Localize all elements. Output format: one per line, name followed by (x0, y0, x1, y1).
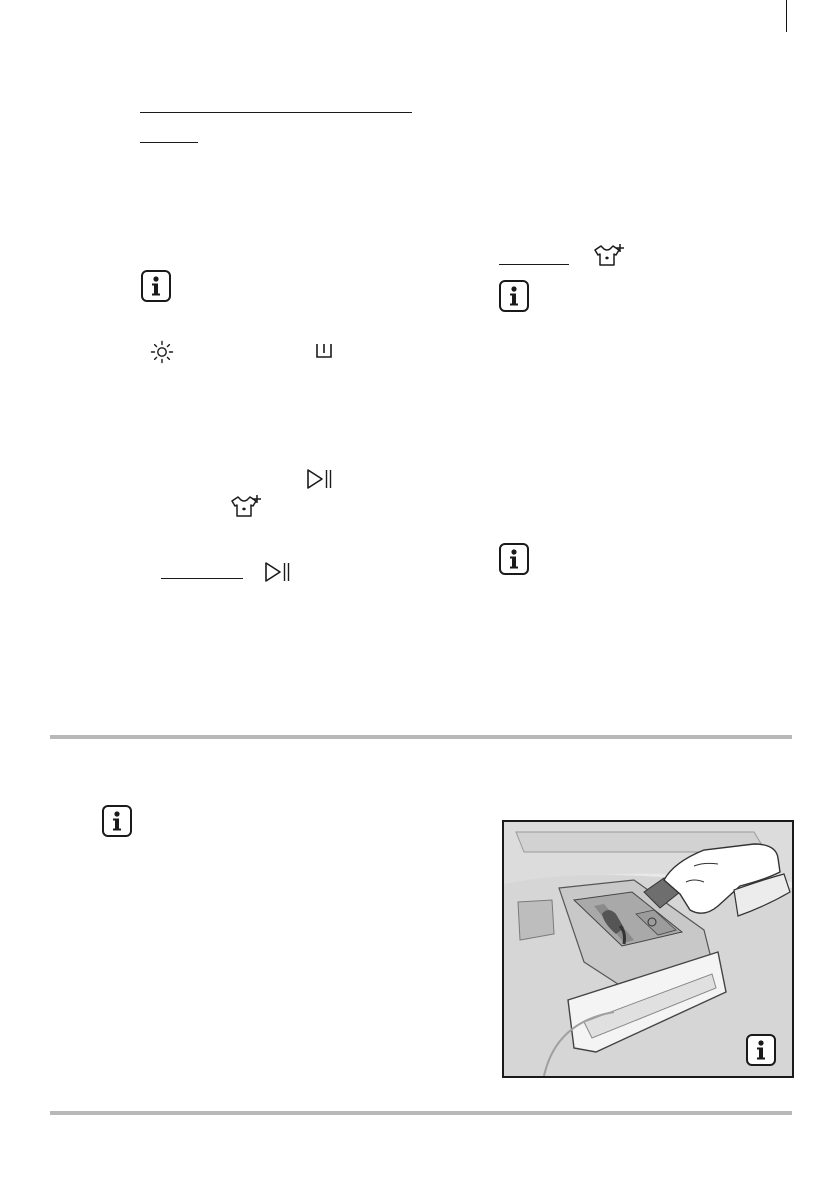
subheading-underline (499, 264, 569, 265)
section-divider (50, 1111, 792, 1115)
info-icon (499, 543, 529, 575)
info-icon (141, 270, 171, 302)
detergent-dispenser-figure (502, 820, 794, 1078)
link-underline (161, 578, 243, 579)
stain-shirt-icon (592, 243, 626, 269)
heading-underline (140, 112, 412, 113)
crop-mark (786, 0, 787, 32)
door-icon (314, 341, 334, 361)
start-pause-icon (305, 467, 335, 491)
info-icon (102, 805, 132, 837)
sun-icon (150, 340, 174, 364)
subheading-underline (140, 142, 198, 143)
start-pause-icon (263, 560, 293, 584)
info-icon (746, 1034, 776, 1066)
info-icon (499, 280, 529, 312)
stain-shirt-icon (229, 494, 263, 520)
section-divider (50, 735, 792, 739)
